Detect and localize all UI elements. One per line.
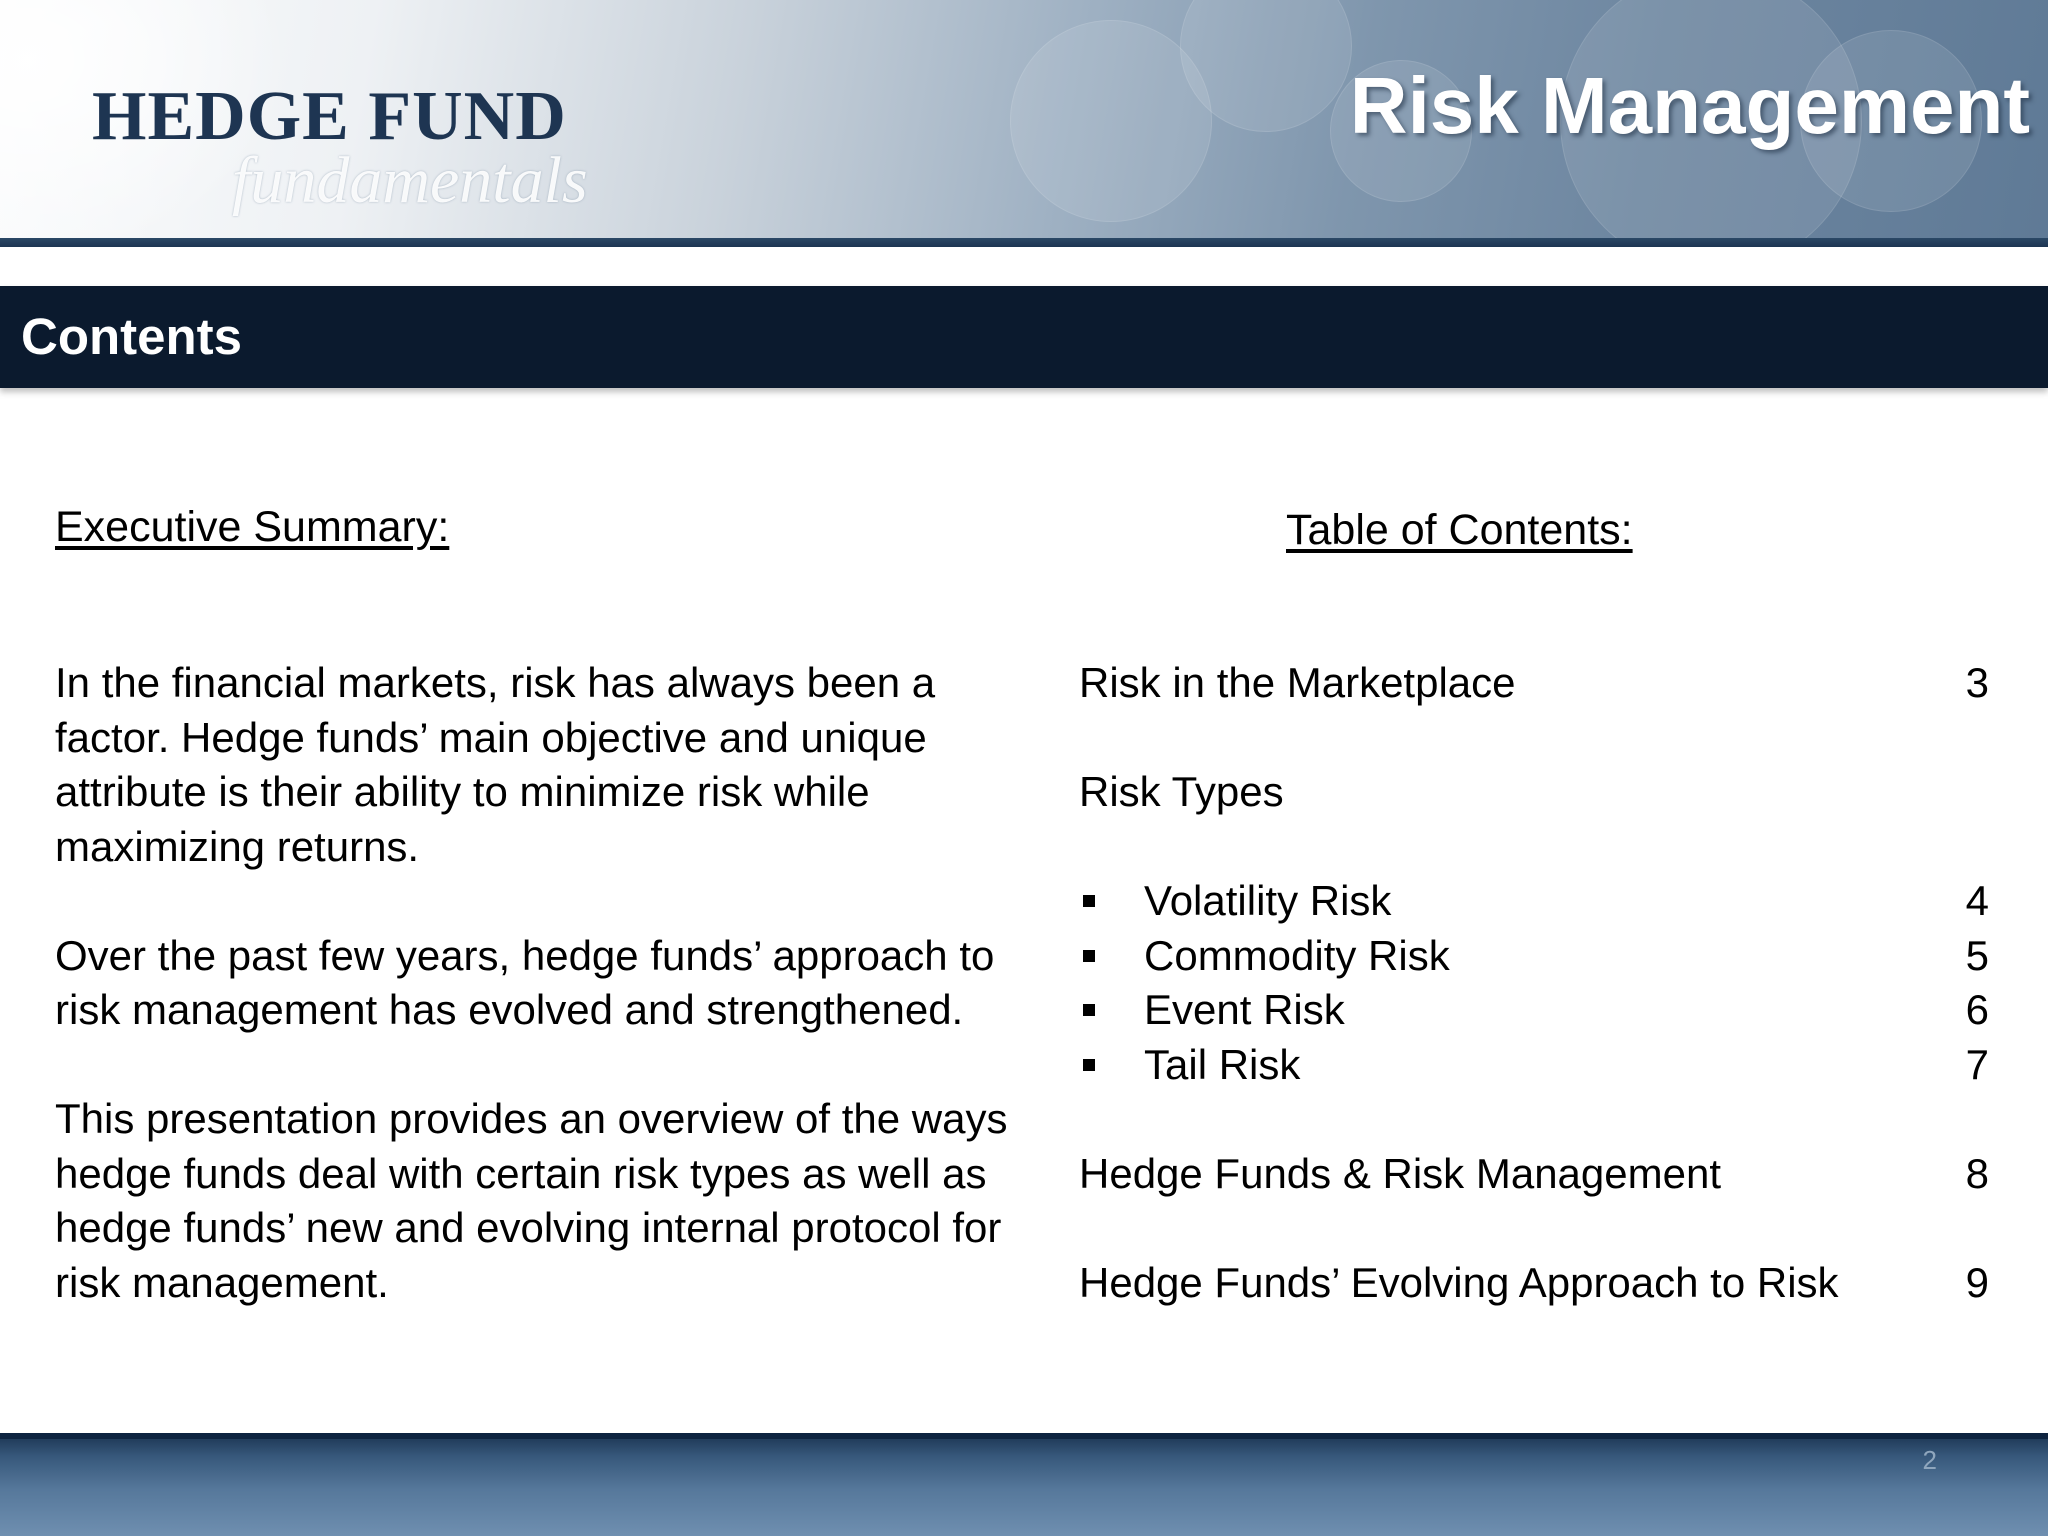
toc-entry-page: 3 [1965,659,1989,706]
summary-paragraph: This presentation provides an overview of the ways hedge funds deal with certain risk types as well as hedge funds’ new and evolving internal protocol for risk management. [55,1095,1008,1306]
toc-sub-entry [1079,1038,1989,1093]
toc-entry [1079,1147,1989,1202]
toc-entry-label: Event Risk [1144,986,1345,1033]
toc-entry [1079,656,1989,711]
executive-summary-heading: Executive Summary: [55,503,450,551]
toc-entry-label: Hedge Funds’ Evolving Approach to Risk [1079,1258,1839,1306]
square-bullet-icon [1083,1059,1095,1071]
square-bullet-icon [1083,950,1095,962]
logo-main-text: HEDGE FUND [92,78,567,155]
toc-entry-page: 4 [1965,877,1989,924]
section-bar [0,286,2048,388]
footer-divider [0,1433,2048,1439]
square-bullet-icon [1083,1004,1095,1016]
toc-entry-label: Tail Risk [1144,1040,1301,1088]
toc-sub-entry [1079,929,1989,984]
footer-band [0,1433,2048,1536]
logo-sub-text: fundamentals [232,144,588,217]
toc-entry-page: 8 [1965,1149,1989,1197]
toc-sub-entry [1079,874,1989,929]
square-bullet-icon [1083,895,1095,907]
toc-entry [1079,1256,1989,1311]
toc-entry-label: Volatility Risk [1144,877,1392,924]
summary-paragraph: In the financial markets, risk has always been a factor. Hedge funds’ main objective and unique attribute is their ability to minimize risk while maximizing returns. [55,659,936,870]
summary-paragraph: Over the past few years, hedge funds’ approach to risk management has evolved and strengthened. [55,931,995,1033]
toc-entry [1079,765,1989,820]
toc-entry-label: Hedge Funds & Risk Management [1079,1149,1721,1197]
executive-summary-body [55,656,1045,1365]
toc-entry-page: 5 [1965,931,1989,979]
toc-entry-page: 6 [1965,986,1989,1033]
table-of-contents [1079,656,1989,1310]
toc-entry-label: Risk Types [1079,768,1284,815]
toc-entry-label: Commodity Risk [1144,931,1450,979]
header-divider [0,238,2048,247]
toc-entry-page: 7 [1965,1040,1989,1088]
page-number: 2 [1922,1445,1937,1475]
table-of-contents-heading: Table of Contents: [1286,506,1633,554]
slide-title: Risk Management [1349,61,2030,150]
section-title: Contents [21,308,242,365]
header-banner [0,0,2048,238]
hedge-fund-logo [92,78,692,232]
toc-sub-entry [1079,983,1989,1038]
toc-entry-page: 9 [1965,1258,1989,1306]
toc-entry-label: Risk in the Marketplace [1079,659,1516,706]
